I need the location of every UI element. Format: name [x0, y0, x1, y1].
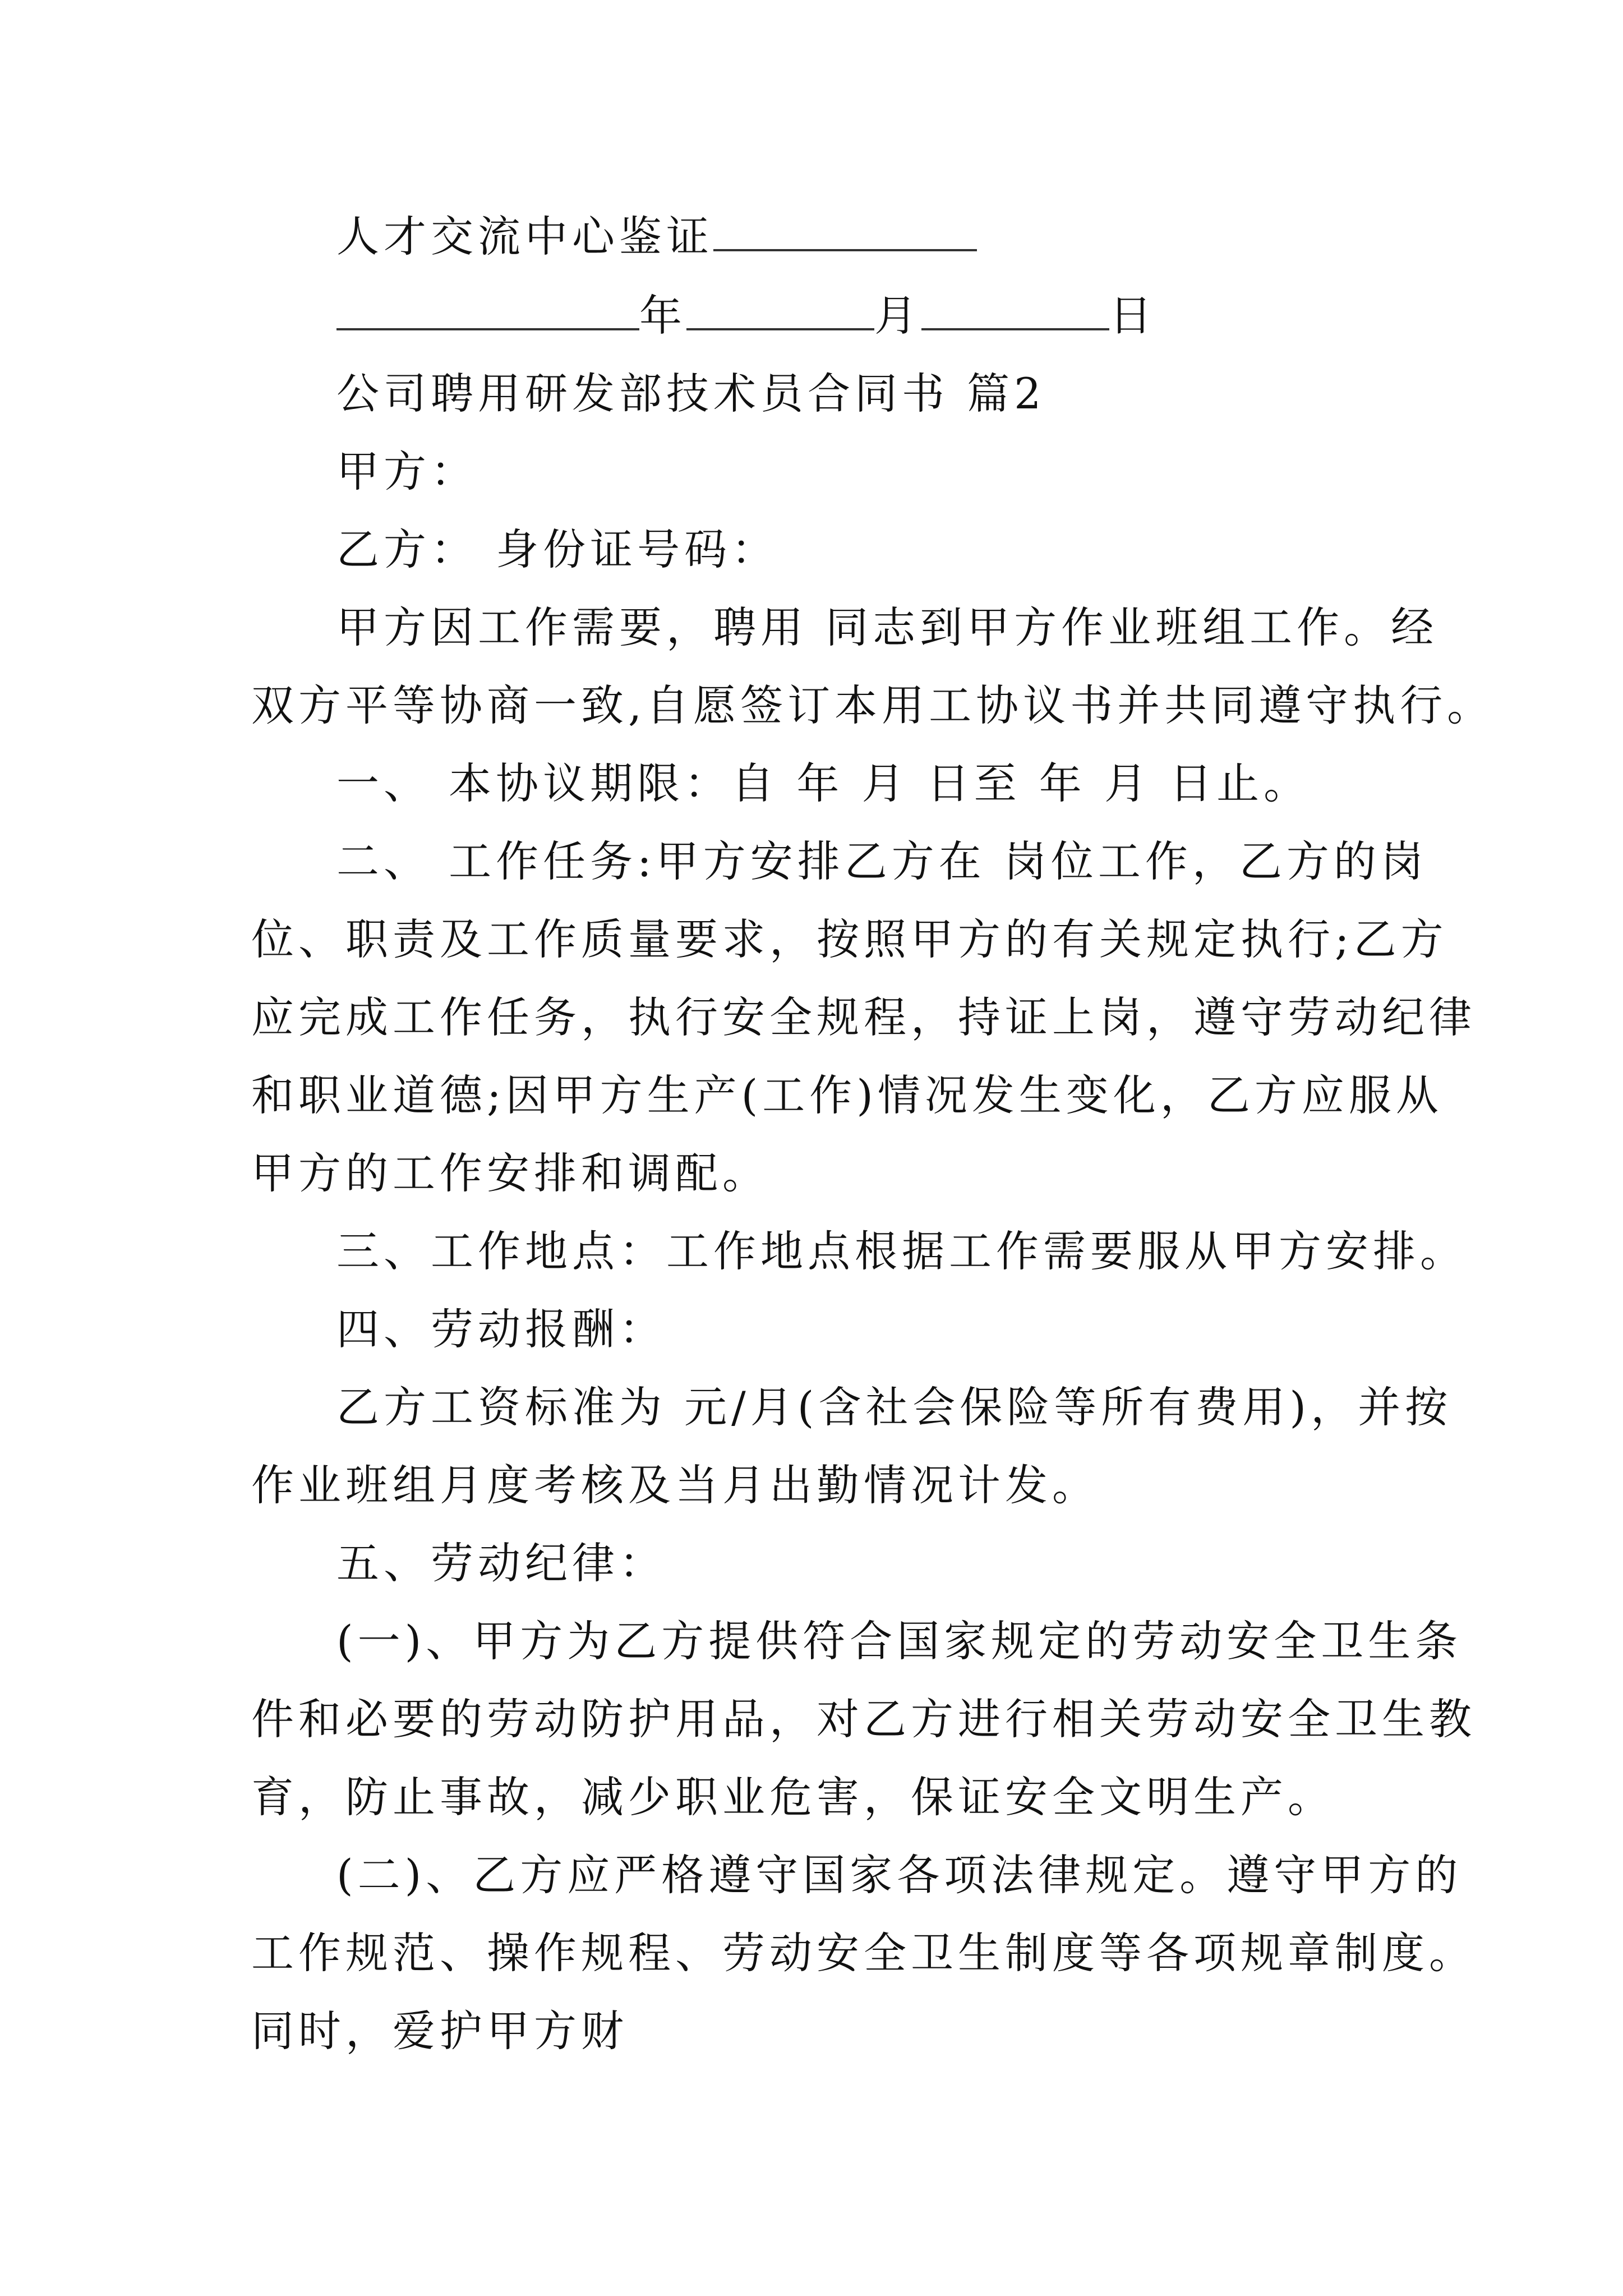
year-blank — [336, 293, 639, 330]
clause-discipline-heading: 五、劳动纪律： — [336, 1538, 666, 1588]
paragraph-line: 甲方的工作安排和调配。 — [251, 1148, 769, 1198]
day-blank — [921, 293, 1109, 330]
paragraph-line: 应完成工作任务，执行安全规程，持证上岗，遵守劳动纪律 — [251, 992, 1476, 1042]
paragraph-line: 位、职责及工作质量要求，按照甲方的有关规定执行;乙方 — [251, 914, 1448, 964]
clause-location: 三、工作地点：工作地点根据工作需要服从甲方安排。 — [336, 1226, 1467, 1276]
paragraph-line: 同时，爱护甲方财 — [251, 2006, 628, 2056]
appraisal-line — [336, 211, 977, 261]
paragraph-line: 二、 工作任务:甲方安排乙方在 岗位工作，乙方的岗 — [336, 836, 1428, 886]
party-b-line: 乙方： 身份证号码： — [336, 524, 779, 574]
year-label: 年 — [639, 291, 686, 341]
date-line — [336, 291, 1156, 341]
month-blank — [686, 293, 874, 330]
paragraph-line: 工作规范、操作规程、劳动安全卫生制度等各项规章制度。 — [251, 1928, 1476, 1978]
paragraph-line: 和职业道德;因甲方生产(工作)情况发生变化，乙方应服从 — [251, 1070, 1443, 1120]
appraisal-blank — [713, 214, 977, 251]
paragraph-line: 作业班组月度考核及当月出勤情况计发。 — [251, 1460, 1099, 1510]
paragraph-line: 甲方因工作需要，聘用 同志到甲方作业班组工作。经 — [336, 602, 1438, 652]
paragraph-line: 双方平等协商一致,自愿签订本用工协议书并共同遵守执行。 — [251, 680, 1495, 730]
party-a-line: 甲方： — [336, 447, 478, 496]
paragraph-line: 育，防止事故，减少职业危害，保证安全文明生产。 — [251, 1772, 1335, 1822]
paragraph-line: (二)、乙方应严格遵守国家各项法律规定。遵守甲方的 — [336, 1850, 1463, 1900]
appraisal-label: 人才交流中心鉴证 — [336, 211, 713, 261]
clause-term: 一、 本协议期限：自 年 月 日至 年 月 日止。 — [336, 758, 1311, 808]
contract-title: 公司聘用研发部技术员合同书 篇2 — [336, 369, 1046, 418]
day-label: 日 — [1109, 291, 1156, 341]
clause-remuneration-heading: 四、劳动报酬： — [336, 1304, 666, 1354]
paragraph-line: 乙方工资标准为 元/月(含社会保险等所有费用)，并按 — [336, 1382, 1453, 1432]
paragraph-line: 件和必要的劳动防护用品，对乙方进行相关劳动安全卫生教 — [251, 1694, 1476, 1744]
month-label: 月 — [874, 291, 921, 341]
paragraph-line: (一)、甲方为乙方提供符合国家规定的劳动安全卫生条 — [336, 1616, 1463, 1666]
